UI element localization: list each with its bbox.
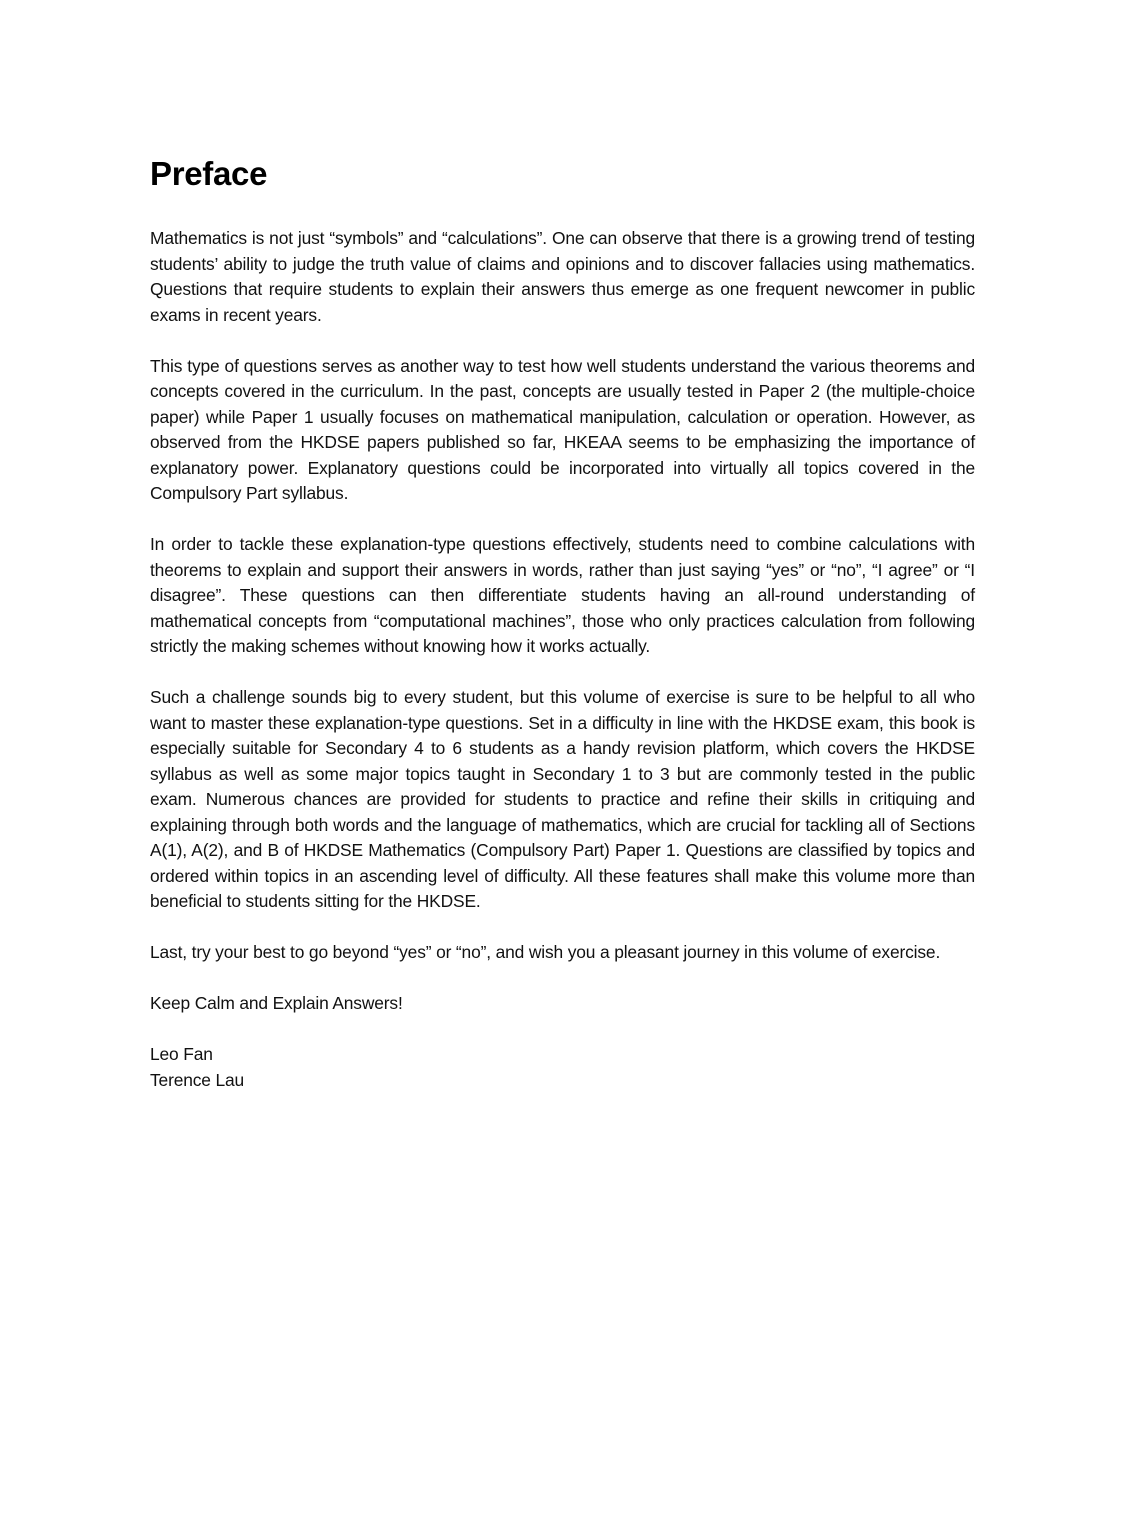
author-signature	[150, 1042, 975, 1093]
paragraph-2: This type of questions serves as another way to test how well students understand the various theorems and concepts covered in the curriculum. In the past, concepts are usually tested in Paper 2 (the multiple-choice paper) while Paper 1 usually focuses on mathematical manipulation, calculation or operation. However, as observed from the HKDSE papers published so far, HKEAA seems to be emphasizing the importance of explanatory power. Explanatory questions could be incorporated into virtually all topics covered in the Compulsory Part syllabus.	[150, 355, 975, 503]
author-name: Terence Lau	[150, 1069, 245, 1090]
closing-line: Keep Calm and Explain Answers!	[150, 993, 403, 1013]
paragraph-1: Mathematics is not just “symbols” and “calculations”. One can observe that there is a growing trend of testing students’ ability to judge the truth value of claims and opinions and to discover fallacies using mathematics. Questions that require students to explain their answers thus emerge as one frequent newcomer in public exams in recent years.	[150, 228, 975, 325]
preface-page	[150, 152, 975, 1093]
page-title: Preface	[150, 155, 268, 192]
paragraph-4: Such a challenge sounds big to every student, but this volume of exercise is sure to be helpful to all who want to master these explanation-type questions. Set in a difficulty in line with the HKDSE exam, this book is especially suitable for Secondary 4 to 6 students as a handy revision platform, which covers the HKDSE syllabus as well as some major topics taught in Secondary 1 to 3 but are commonly tested in the public exam. Numerous chances are provided for students to practice and refine their skills in critiquing and explaining through both words and the language of mathematics, which are crucial for tackling all of Sections A(1), A(2), and B of HKDSE Mathematics (Compulsory Part) Paper 1. Questions are classified by topics and ordered within topics in an ascending level of difficulty. All these features shall make this volume more than beneficial to students sitting for the HKDSE.	[150, 687, 975, 911]
paragraph-5: Last, try your best to go beyond “yes” or “no”, and wish you a pleasant journey in this volume of exercise.	[150, 942, 941, 962]
author-name: Leo Fan	[150, 1044, 213, 1064]
paragraph-3: In order to tackle these explanation-type questions effectively, students need to combine calculations with theorems to explain and support their answers in words, rather than just saying “yes” or “no”, “I agree” or “I disagree”. These questions can then differentiate students having an all-round understanding of mathematical concepts from “computational machines”, those who only practices calculation from following strictly the making schemes without knowing how it works actually.	[150, 534, 975, 656]
